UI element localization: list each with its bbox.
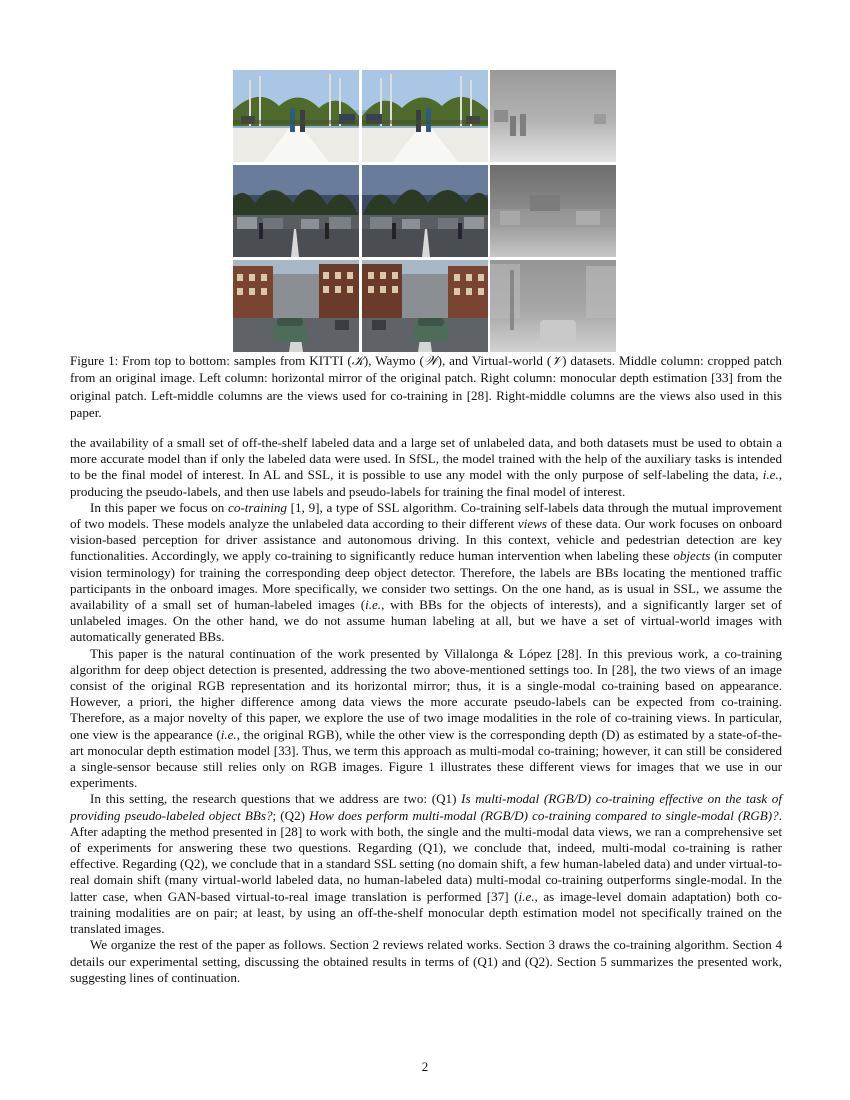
italic-run: i.e. [518,888,535,904]
text-run: (in computer vision terminology) for training the corresponding deep object detector. Therefore, the labels are BBs locating the mentioned traffic participants in the onboard images. More specifically, we consider two settings. On the one hand, as is usual in SSL, we assume the availability of a small set of human-labeled images ( [70,548,782,613]
italic-run: 𝒱 [551,353,563,368]
waymo-depth-map [490,165,616,257]
text-run: the availability of a small set of off-the-shelf labeled data and a large set of unlabeled data, and both datasets must be used to obtain a more accurate model than if only the labeled data were used. In SfSL, the model trained with the help of the auxiliary tasks is intended to be the final model of interest. In AL and SSL, it is possible to use any model with the only purpose of self-labeling the data, [70,435,782,483]
text-run: , producing the pseudo-labels, and then use labels and pseudo-labels for training the final model of interest. [70,467,782,499]
text-run: , the original RGB), while the other view is the corresponding depth (D) as estimated by a state-of-the-art monocular depth estimation model [33]. Thus, we term this approach as multi-modal co-training; however, it can still be considered a single-sensor because still relies only on RGB images. Figure 1 illustrates these different views for images that we use in our experiments. [70,726,782,791]
text-run: [1, 9], a type of SSL algorithm. Co-training self-labels data through the mutual improvement of two models. These models analyze the unlabeled data according to their different [70,499,782,532]
text-run: This paper is the natural continuation of the work presented by Villalonga & López [28]. In this previous work, a co-training algorithm for deep object detection is presented, addressing the two above-mentioned settings too. In [28], the two views of an image consist of the original RGB representation and its horizontal mirror; thus, it is a single-modal co-training based on appearance. However, a priori, the higher difference among data views the more accurate pseudo-labels can be expected from co-training. Therefore, as a major novelty of this paper, we explore the use of two image modalities in the role of co-training views. In particular, one view is the appearance ( [70,645,782,742]
italic-run: How does perform multi-modal (RGB/D) co-training compared to single-modal (RGB)? [309,807,779,823]
italic-run: 𝒲 [423,353,438,368]
virtual-depth-map [490,260,616,352]
text-run: In this paper we focus on [90,499,229,515]
figure-1-grid [233,70,616,352]
italic-run: objects [673,548,711,564]
kitti-original-patch [362,70,488,162]
text-run: . After adapting the method presented in [28] to work with both, the single and the multi-modal data views, we ran a comprehensive set of experiments for answering these two questions. Regarding (Q1), we conclude that, indeed, multi-modal co-training is rather effective. Regarding (Q2), we conclude that in a standard SSL setting (no domain shift, a few human-labeled data) and under virtual-to-real domain shift (many virtual-world labeled data, no human-labeled data) multi-modal co-training outperforms single-modal. In the latter case, when GAN-based virtual-to-real image translation is performed [37] ( [70,807,782,904]
italic-run: views [517,516,547,532]
paragraph [70,500,782,646]
text-run: We organize the rest of the paper as follows. Section 2 reviews related works. Section 3 draws the co-training algorithm. Section 4 details our experimental setting, discussing the obtained results in terms of (Q1) and (Q2). Section 5 summarizes the presented work, suggesting lines of continuation. [70,937,782,985]
paragraph [70,646,782,792]
paragraph [70,435,782,500]
figure-1-caption [70,352,782,422]
text-run: ; (Q2) [272,807,310,823]
virtual-mirror-patch [233,260,359,352]
text-run: ) datasets. Middle column: cropped patch from an original image. Left column: horizontal mirror of the original patch. Right column: monocular depth estimation [33] from the original patch. Left-middle columns are the views used for co-training in [28]. Right-middle columns are the views also used in this paper. [70,353,782,421]
kitti-mirror-patch [233,70,359,162]
text-run: In this setting, the research questions that we address are two: (Q1) [90,791,462,807]
text-run: Figure 1: From top to bottom: samples from KITTI ( [70,353,352,368]
text-run: , as image-level domain adaptation) both co-training modalities are on pair; at least, by using an off-the-shelf monocular depth estimation model not specifically trained on the translated images. [70,888,782,937]
body-text [70,435,782,986]
page-number: 2 [421,1059,429,1074]
kitti-depth-map [490,70,616,162]
paragraph [70,791,782,937]
italic-run: Is multi-modal (RGB/D) co-training effective on the task of providing pseudo-labeled object BBs? [70,791,782,823]
text-run: of these data. Our work focuses on onboard vision-based perception for driver assistance and autonomous driving. In this context, vehicle and pedestrian detection are key functionalities. Accordingly, we apply co-training to significantly reduce human intervention when labeling these [70,516,782,564]
text-run: , with BBs for the objects of interests), and a significantly larger set of unlabeled images. On the other hand, we do not assume human labeling at all, but we have a set of virtual-world images with automatically generated BBs. [70,597,782,645]
italic-run: co-training [228,499,287,515]
text-run: ), and Virtual-world ( [437,353,552,368]
virtual-original-patch [362,260,488,352]
italic-run: i.e. [220,726,237,742]
waymo-mirror-patch [233,165,359,257]
italic-run: i.e. [762,467,779,483]
italic-run: i.e. [365,597,382,613]
text-run: ), Waymo ( [363,353,424,368]
italic-run: 𝒦 [351,353,364,368]
waymo-original-patch [362,165,488,257]
paragraph [70,937,782,986]
